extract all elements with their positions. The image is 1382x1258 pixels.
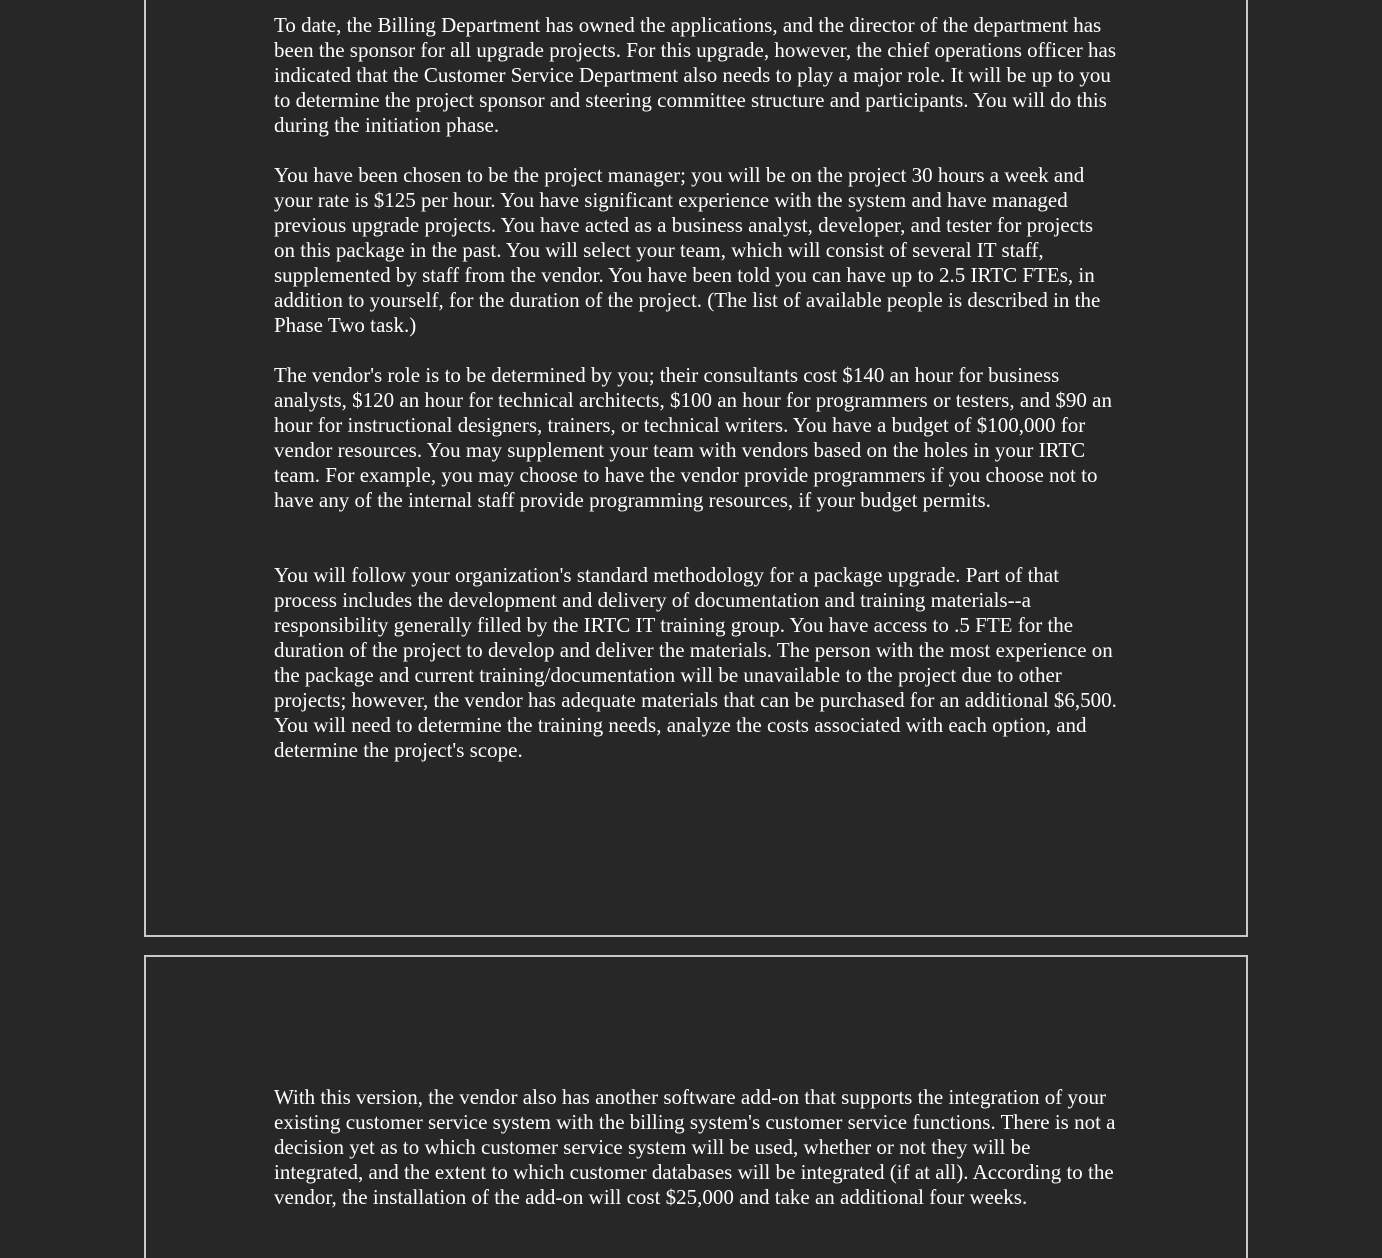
paragraph-software-add-on: With this version, the vendor also has another software add-on that supports the integration of your existing customer service system with the billing system's customer service functions. There is not a decision yet as to which customer service system will be used, whether or not they will be integrated, and the extent to which customer databases will be integrated (if at all). According to the vendor, the installation of the add-on will cost $25,000 and take an additional four weeks. xyxy=(274,1085,1116,1209)
paragraph-vendor-role: The vendor's role is to be determined by you; their consultants cost $140 an hour for business analysts, $120 an hour for technical architects, $100 an hour for programmers or testers, and $90 an hour for instructional designers, trainers, or technical writers. You have a budget of $100,000 for vendor resources. You may supplement your team with vendors based on the holes in your IRTC team. For example, you may choose to have the vendor provide programmers if you choose not to have any of the internal staff provide programming resources, if your budget permits. xyxy=(274,363,1112,512)
paragraph-billing-ownership: To date, the Billing Department has owned the applications, and the director of the department has been the sponsor for all upgrade projects. For this upgrade, however, the chief operations officer has indicated that the Customer Service Department also needs to play a major role. It will be up to you to determine the project sponsor and steering committee structure and participants. You will do this during the initiation phase. xyxy=(274,13,1116,137)
paragraph-project-manager: You have been chosen to be the project manager; you will be on the project 30 hours a week and your rate is $125 per hour. You have significant experience with the system and have managed previous upgrade projects. You have acted as a business analyst, developer, and tester for projects on this package in the past. You will select your team, which will consist of several IT staff, supplemented by staff from the vendor. You have been told you can have up to 2.5 IRTC FTEs, in addition to yourself, for the duration of the project. (The list of available people is described in the Phase Two task.) xyxy=(274,163,1101,337)
paragraph-methodology-training: You will follow your organization's standard methodology for a package upgrade. Part of that process includes the development and delivery of documentation and training materials--a responsibility generally filled by the IRTC IT training group. You have access to .5 FTE for the duration of the project to develop and deliver the materials. The person with the most experience on the package and current training/documentation will be unavailable to the project due to other projects; however, the vendor has adequate materials that can be purchased for an additional $6,500. You will need to determine the training needs, analyze the costs associated with each option, and determine the project's scope. xyxy=(274,563,1117,762)
document-page-2 xyxy=(144,955,1248,1258)
document-page-1 xyxy=(144,0,1248,937)
